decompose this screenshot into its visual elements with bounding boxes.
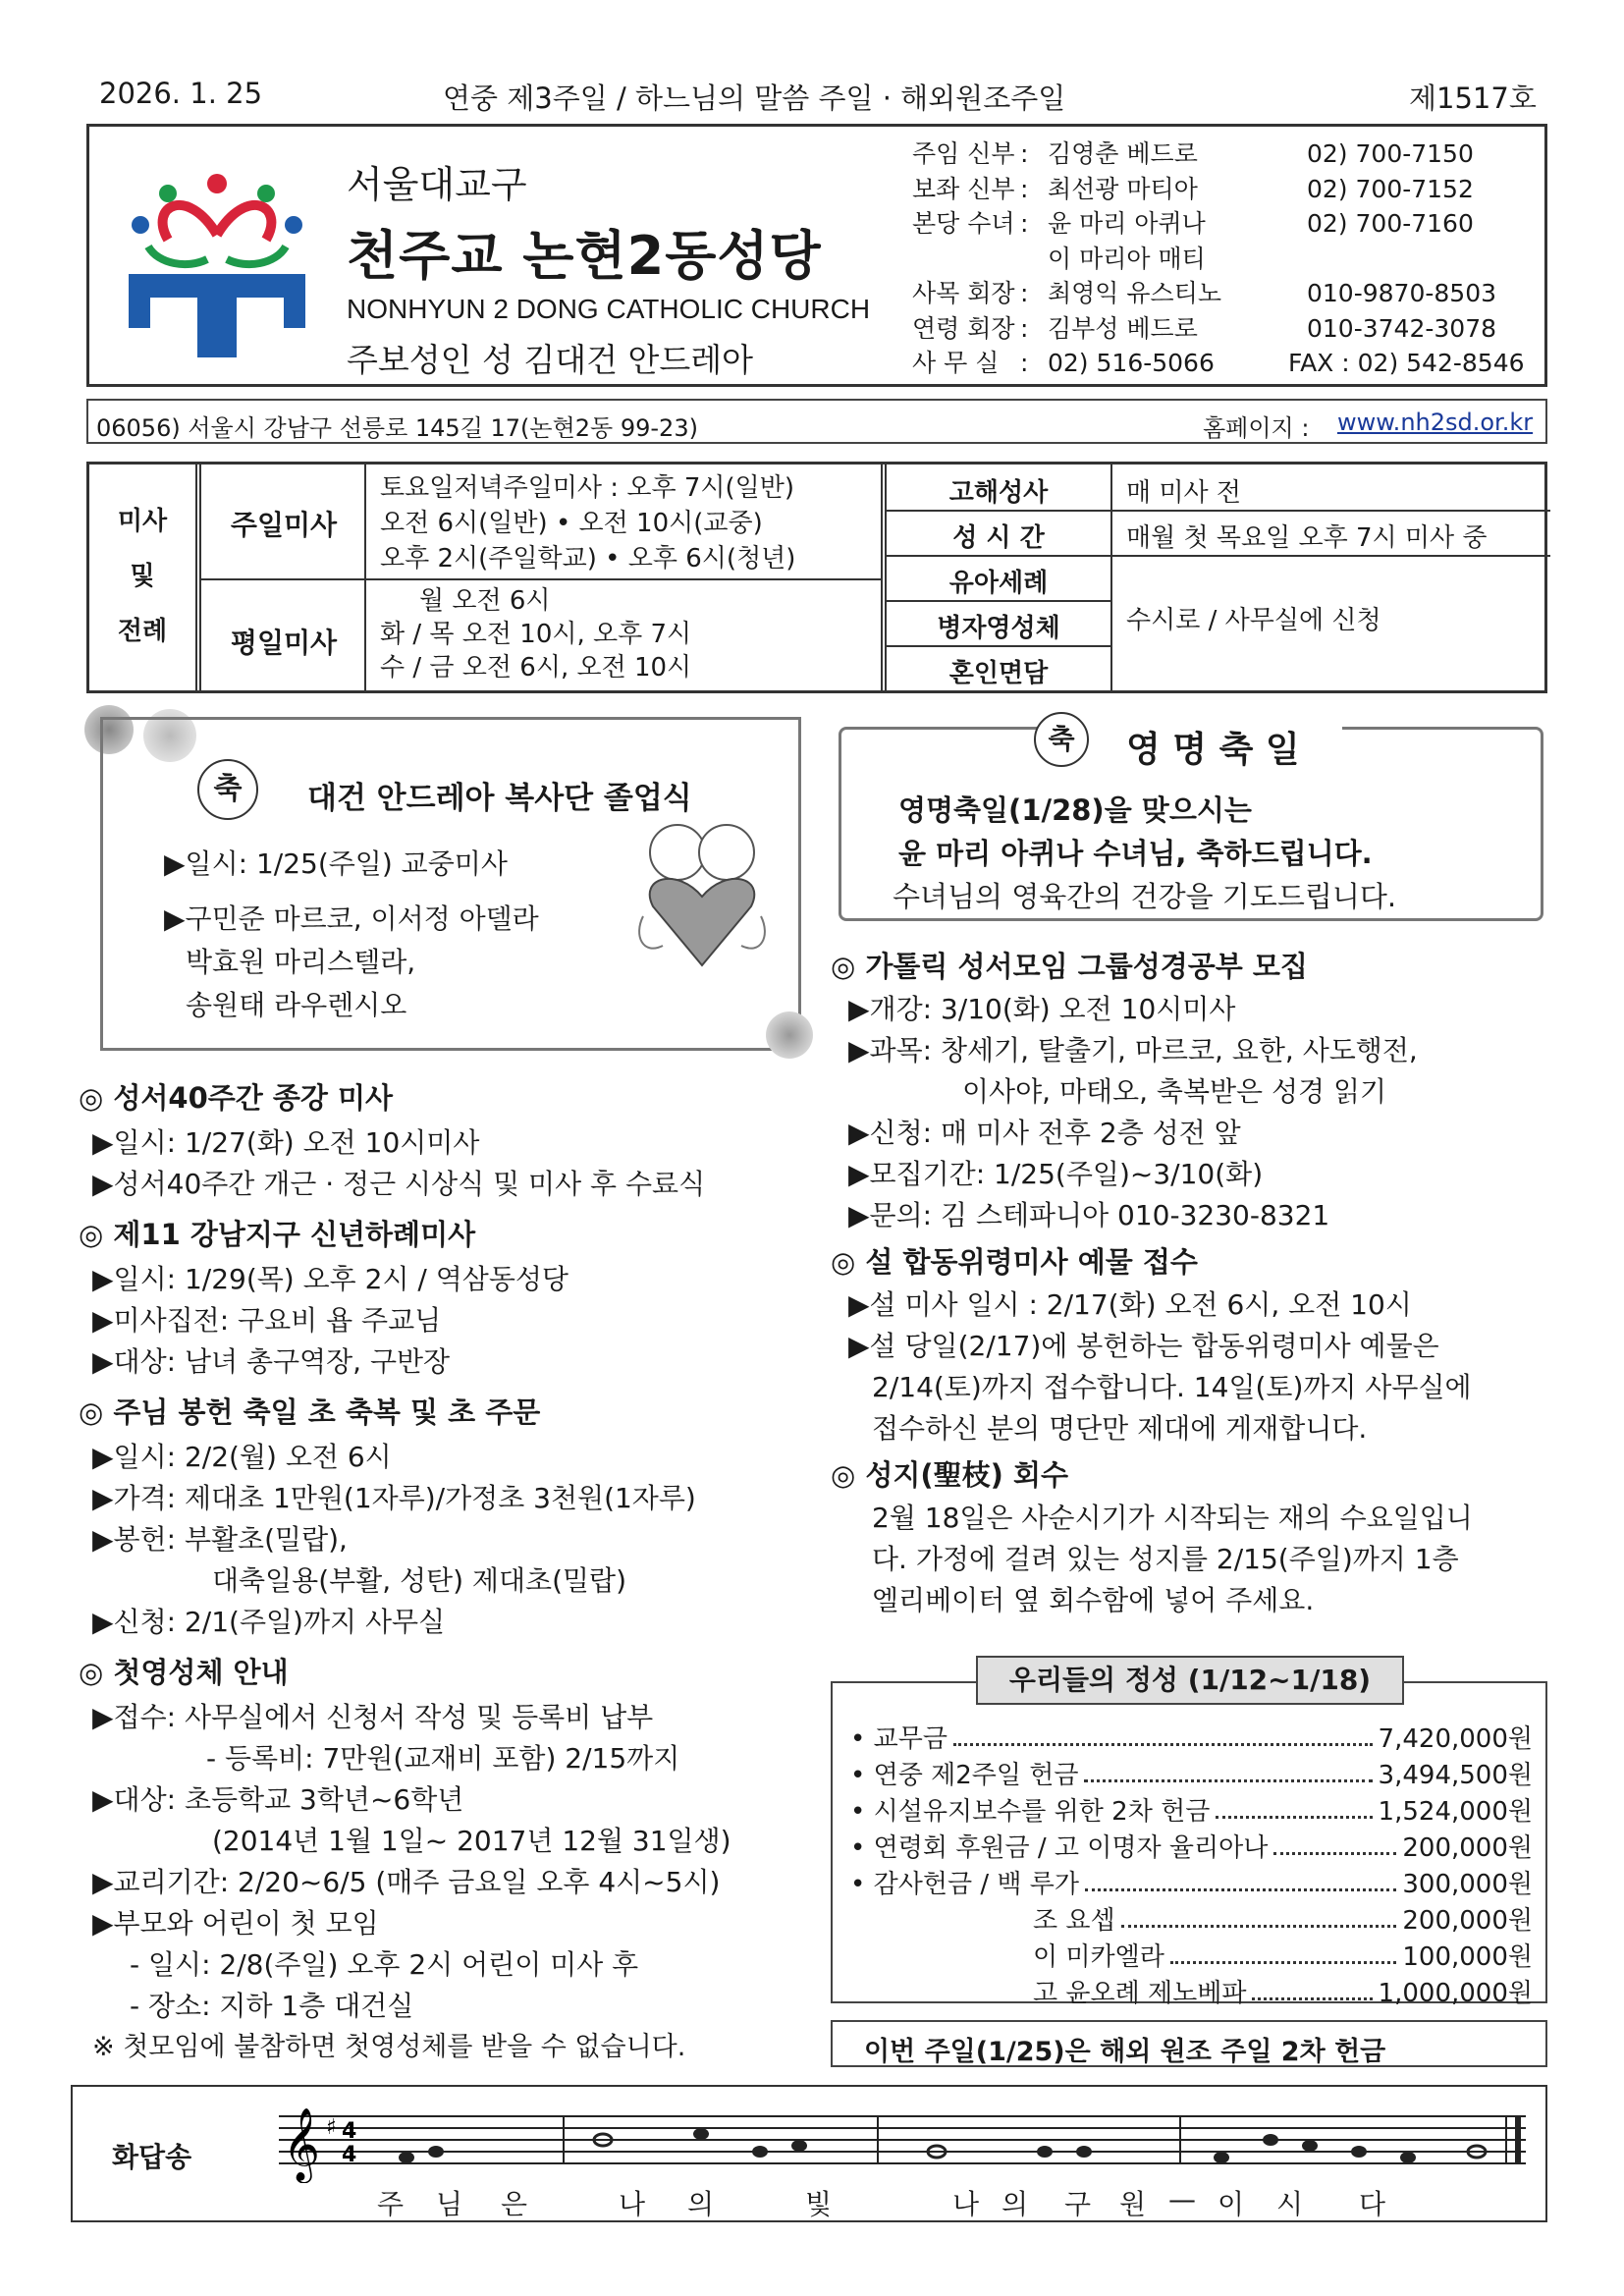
sacrament-value: 매월 첫 목요일 오후 7시 미사 중 (1126, 523, 1488, 553)
offering-row: 조 요셉 200,000원 (1033, 1900, 1533, 1937)
liturgical-title: 연중 제3주일 / 하느님의 말씀 주일 · 해외원조주일 (443, 82, 1066, 115)
church-name-block (347, 154, 870, 381)
section-title: ◎ 주님 봉헌 축일 초 축복 및 초 주문 (79, 1395, 541, 1429)
sunday-mass-label: 주일미사 (230, 509, 338, 541)
sacrament-value: 매 미사 전 (1126, 478, 1241, 508)
svg-text:4: 4 (342, 2143, 357, 2167)
svg-text:4: 4 (342, 2119, 357, 2144)
offering-row: 고 윤오례 제노베파 1,000,000원 (1033, 1973, 1533, 2009)
staff-row: 사목 회장 : 최영익 유스티노 010-9870-8503 (912, 279, 1497, 307)
responsorial-psalm (71, 2085, 1547, 2222)
homepage-label: 홈페이지 : (1203, 414, 1310, 442)
church-name: 천주교 논현2동성당 (347, 225, 822, 287)
mass-category: 미사 및 전례 (117, 507, 168, 646)
psalm-lyrics: 주 님 은 나 의 빛 나 의 구 원 — 이 시 다 (377, 2183, 1386, 2220)
sacrament-label: 혼인면담 (948, 659, 1049, 688)
feast-day-notice: 축 영 명 축 일 영명축일(1/28)을 맞으시는 윤 마리 아퀴나 수녀님, 축하드립니다. 수녀님의 영육간의 건강을 기도드립니다. (839, 727, 1543, 921)
offering-title: 우리들의 정성 (1/12~1/18) (976, 1656, 1404, 1705)
issue-date: 2026. 1. 25 (99, 77, 263, 110)
mass-schedule-table (86, 462, 1547, 693)
section-title: ◎ 설 합동위령미사 예물 접수 (831, 1245, 1198, 1279)
logo-dot (207, 174, 227, 193)
section-title: ◎ 가톨릭 성서모임 그룹성경공부 모집 (831, 950, 1308, 983)
church-english-name: NONHYUN 2 DONG CATHOLIC CHURCH (347, 294, 871, 324)
section-title: ◎ 첫영성체 안내 (79, 1656, 289, 1689)
offering-row: • 교무금 7,420,000원 (850, 1719, 1533, 1755)
offering-box (831, 1664, 1547, 2008)
patron-saint: 주보성인 성 김대건 안드레아 (347, 341, 754, 379)
graduation-notice: 축 대건 안드레아 복사단 졸업식 ▶일시: 1/25(주일) 교중미사 ▶구민준 마르코, 이서정 아델라 박효원 마리스텔라, 송원태 라우렌시오 (100, 717, 801, 1051)
second-collection-notice: 이번 주일(1/25)은 해외 원조 주일 2차 헌금 (831, 2020, 1547, 2067)
issue-number: 제1517호 (1409, 82, 1537, 115)
staff-row: 본당 수녀 : 윤 마리 아퀴나 02) 700-7160 (912, 209, 1474, 238)
offering-row: • 연령회 후원금 / 고 이명자 율리아나 200,000원 (850, 1828, 1533, 1864)
logo-cross-stem (197, 274, 237, 357)
logo-arc (227, 246, 286, 264)
right-column: ◎ 가톨릭 성서모임 그룹성경공부 모집 ▶개강: 3/10(화) 오전 10시미사 ▶과목: 창세기, 탈출기, 마르코, 요한, 사도행전, 이사야, 마태오, 축복받은 성경 읽기 ▶신청: 매 미사 전후 2층 성전 앞 ▶모집기간: 1/25(주일)~3/10(화) ▶문의: 김 스테파니아 010-3230-8321 ◎ 설 합동위령미사 예물 접수 ▶설 미사 일시 : 2/17(화) 오전 6시, 오전 10시 ▶설 당일(2/17)에 봉헌하는 합동위령미사 예물은 2/14(토)까지 접수합니다. 14일(토)까지 사무실에 접수하신 분의 명단만 제대에 게재합니다. ◎ 성지(聖枝) 회수 2월 18일은 사순시기가 시작되는 재의 수요일입니 다. 가정에 걸려 있는 성지를 2/15(주일)까지 1층 엘리베이터 옆 회수함에 넣어 주세요. (831, 945, 1547, 1621)
staff-row: 주임 신부 : 김영춘 베드로 02) 700-7150 (912, 139, 1474, 168)
staff-row: 이 마리아 매티 (1048, 244, 1206, 273)
weekday-mass-times: 월 오전 6시 화 / 목 오전 10시, 오후 7시 수 / 금 오전 6시, 오전 10시 (380, 586, 692, 683)
section-title: ◎ 성지(聖枝) 회수 (831, 1458, 1069, 1492)
offering-row: • 시설유지보수를 위한 2차 헌금 1,524,000원 (850, 1791, 1533, 1828)
logo-dot (285, 216, 302, 234)
logo-arc (217, 205, 271, 240)
offering-row: • 감사헌금 / 백 루가 300,000원 (850, 1864, 1533, 1900)
diocese: 서울대교구 (347, 163, 527, 206)
logo-arc (148, 246, 207, 264)
feast-title: 영 명 축 일 (1126, 730, 1300, 770)
homepage-link[interactable]: www.nh2sd.or.kr (1337, 409, 1534, 436)
church-logo (129, 166, 305, 357)
sacrament-label: 고해성사 (948, 478, 1049, 508)
music-staff (279, 2105, 1526, 2183)
header-box (86, 124, 1547, 387)
svg-text:♯: ♯ (326, 2115, 337, 2140)
decor-bubble (766, 1011, 813, 1059)
sacrament-label: 유아세례 (948, 569, 1049, 598)
section-title: ◎ 성서40주간 종강 미사 (79, 1081, 394, 1115)
sunday-mass-times: 토요일저녁주일미사 : 오후 7시(일반) 오전 6시(일반) • 오전 10시(교중) 오후 2시(주일학교) • 오후 6시(청년) (380, 473, 796, 574)
logo-arc (163, 205, 217, 240)
psalm-label: 화답송 (112, 2141, 192, 2173)
left-column: ◎ 성서40주간 종강 미사 ▶일시: 1/27(화) 오전 10시미사 ▶성서40주간 개근 · 정근 시상식 및 미사 후 수료식 ◎ 제11 강남지구 신년하례미사 ▶일시: 1/29(목) 오후 2시 / 역삼동성당 ▶미사집전: 구요비 욥 주교님 ▶대상: 남녀 총구역장, 구반장 ◎ 주님 봉헌 축일 초 축복 및 초 주문 ▶일시: 2/2(월) 오전 6시 ▶가격: 제대초 1만원(1자루)/가정초 3천원(1자루) ▶봉헌: 부활초(밀랍), 대축일용(부활, 성탄) 제대초(밀랍) ▶신청: 2/1(주일)까지 사무실 ◎ 첫영성체 안내 ▶접수: 사무실에서 신청서 작성 및 등록비 납부 - 등록비: 7만원(교재비 포함) 2/15까지 ▶대상: 초등학교 3학년~6학년 (2014년 1월 1일~ 2017년 12월 31일생) ▶교리기간: 2/20~6/5 (매주 금요일 오후 4시~5시) ▶부모와 어린이 첫 모임 - 일시: 2/8(주일) 오후 2시 어린이 미사 후 - 장소: 지하 1층 대건실 ※ 첫모임에 불참하면 첫영성체를 받을 수 없습니다. (79, 1076, 805, 2068)
staff-row: 보좌 신부 : 최선광 마티아 02) 700-7152 (912, 174, 1474, 203)
weekday-mass-label: 평일미사 (230, 627, 338, 659)
logo-cross-right (284, 274, 305, 328)
address-bar (86, 399, 1547, 444)
sacrament-label: 병자영성체 (937, 614, 1060, 643)
logo-cross-left (129, 274, 150, 328)
section-title: ◎ 제11 강남지구 신년하례미사 (79, 1218, 476, 1251)
logo-dot (159, 185, 177, 202)
address: 06056) 서울시 강남구 선릉로 145길 17(논현2동 99-23) (96, 414, 698, 442)
offering-row: • 연중 제2주일 헌금 3,494,500원 (850, 1755, 1533, 1791)
sacrament-value: 수시로 / 사무실에 신청 (1126, 606, 1381, 635)
logo-dot (132, 216, 149, 234)
sacrament-label: 성 시 간 (952, 523, 1045, 553)
top-line (93, 77, 1546, 120)
celebration-badge: 축 (1034, 712, 1089, 767)
svg-text:𝄞: 𝄞 (283, 2108, 320, 2181)
staff-row: 사 무 실 : 02) 516-5066 FAX : 02) 542-8546 (912, 349, 1525, 377)
angels-illustration (633, 818, 771, 985)
logo-dot (257, 185, 275, 202)
graduation-title: 대건 안드레아 복사단 졸업식 (307, 781, 692, 816)
celebration-badge: 축 (197, 759, 258, 820)
staff-row: 연령 회장 : 김부성 베드로 010-3742-3078 (912, 313, 1497, 343)
offering-row: 이 미카엘라 100,000원 (1033, 1937, 1533, 1973)
staff-list (912, 137, 1525, 381)
